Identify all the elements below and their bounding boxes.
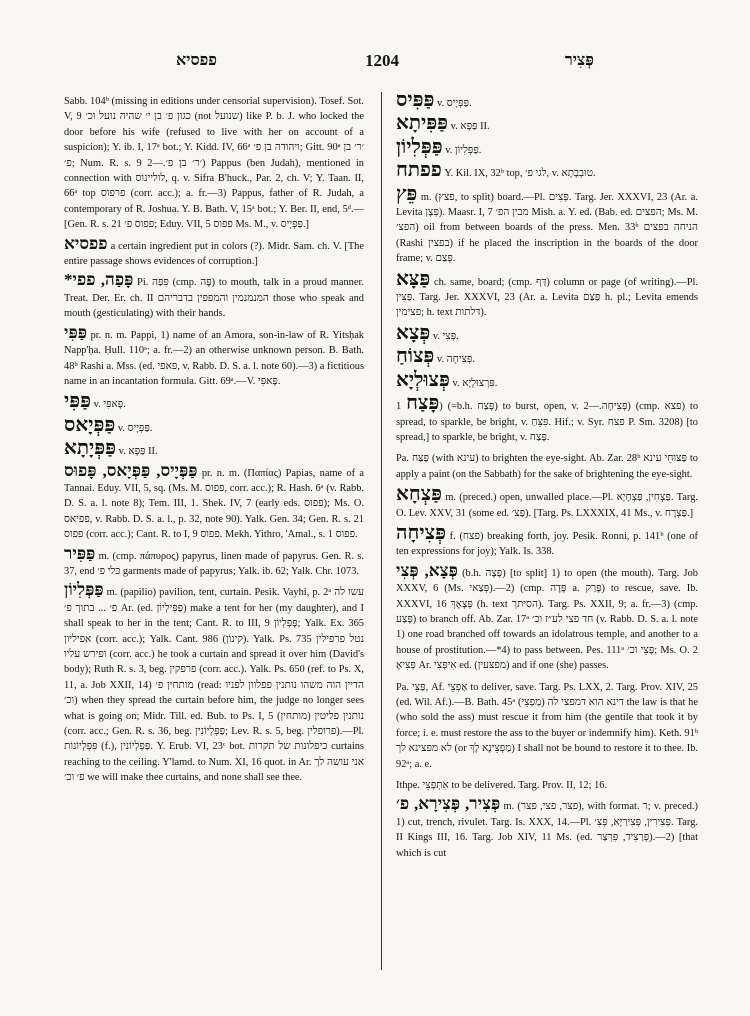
header-right-guideword: פְּצִיר	[564, 52, 594, 69]
entry-headword: פַּפִּיס	[396, 89, 435, 111]
entry-headword: פַּצָּא	[396, 267, 431, 290]
dictionary-entry	[396, 346, 698, 367]
dictionary-entry	[396, 676, 698, 772]
entry-text: a certain ingredient put in colors (?). Midr. Sam. ch. V. [The entire passage shows evidences of corruption.]	[64, 240, 364, 268]
entry-text: Y. Kil. IX, 32ᵇ top, לגי פ׳, v. טוּבְבָתָא.	[444, 168, 596, 180]
dictionary-entry	[396, 323, 698, 344]
entry-headword: פְּצוֹחַ	[396, 345, 435, 368]
dictionary-entry	[64, 462, 364, 543]
entry-text: v. פְּצִי.	[432, 330, 459, 342]
entry-text: v. פָּאפִּי.	[93, 399, 126, 411]
entry-headword: פַּפְּיָיס, פַּפְּיָאס, פָּפוּס	[64, 460, 198, 480]
entry-text: Sabb. 104ᵇ (missing in editions under censorial supervision). Tosef. Sot. V, 9 כגון פ׳ בן י׳ שהיה נועל וכ׳ (not שנועל) like P. b. J. who locked the door before his wife (refused to live with her on account of a suspicion); Y. ib. I, 17ᵃ bot.; Y. Kidd. IV, 66ᵃ ויהודה בן פ׳; Gitt. 90ᵃ ׳ר׳ בן פ׳; Num. R. s. 9 ׳ר׳ בן פ׳.—2) Pappus (ben Judah), mentioned in connection with לוליינוס, q. v. Sifra B'huck., Par. 2, ch. V; Y. Taan. II, 66ᵃ top פרפוס (corr. acc.); a. fr.—3) Pappus, father of R. Judah, a contemporary of R. Joshua. Y. B. Bath. V, 15ᵃ bot.; Y. Ber. II, end, 5ᵈ.—[Gen. R. s. 21 פפוס פ׳; Eduy. VII, 5 פפוס Ms. M., v. פַּפְּיָיס.]	[64, 96, 364, 231]
entry-text: ch. same, board; (cmp. דַּף) column or page (of writing).—Pl. פַּצִּין. Targ. Jer. XXXVI, 23 (Ar. a. Levita פַּצַּם h. pl.; Levita emends פצימין; h. text דלתות).	[396, 276, 699, 319]
dictionary-entry	[64, 90, 364, 233]
right-column	[396, 90, 698, 863]
dictionary-entry	[396, 562, 698, 674]
entry-text: pr. n. m. (Παπίας) Papias, name of a Tannai. Eduy. VII, 5, sq. (Ms. M. פפוס, corr. acc.); R. Hash. 6ᵃ (v. Rabb. D. S. a. l. note 8); Tem. III, 1. Shek. IV, 7 (early eds. פפוס); Ms. O. פפיאס, v. Rabb. D. S. a. l., p. 32, note 90). Yalk. Gen. 34; Gen. R. s. 21 פפוס (corr. acc.); Cant. R. to I, 9 פפוס. Mekh. Yithro, 'Amal., s. 1 פפוס.	[64, 467, 365, 541]
entry-text: v. פַּפְּיָיס.	[117, 422, 153, 434]
dictionary-entry	[396, 523, 698, 560]
entry-text: m. (פצר, פצי, פצר), with format. ר; v. preced.) 1) cut, trench, rivulet. Targ. Is. XXX, 14.—Pl. פְּצִירִין, פְּצִירַיָּא, פְּצִ׳. Targ. II Kings III, 16. Targ. Job XIV, 11 Ms. (ed. פְּרַצִיד, פִּרְצַר).—2) [that which is cut	[396, 801, 698, 859]
entry-text: 1) (=b.h. פָּצַח) to burst, open, v. פְּצִיחָה.—2) (cmp. פצא) to spread, to sparkle, be bright, v. פִּצֵּחַ. Hif.; v. Syr. פצח P. Sm. 3208) [to spread,] to sparkle, be bright, v. פָּצַח.	[396, 401, 699, 443]
dictionary-entry	[396, 447, 698, 482]
dictionary-entry	[64, 581, 364, 785]
dictionary-entry	[396, 269, 698, 321]
entry-text: Pa. פַּצַּח (with עינא) to brighten the eye-sight. Ab. Zar. 28ᵇ פַּצּוּחֵי עינא to apply a paint (on the Sabbath) for the sake of brightening the eye-sight.	[396, 453, 698, 480]
dictionary-entry	[396, 113, 698, 134]
dictionary-entry	[396, 90, 698, 111]
entry-headword: פַּפְּלִיוֹן	[64, 580, 104, 600]
entry-headword: פְּצִיחָה	[396, 521, 446, 544]
entry-headword: פַּפִּיר	[64, 543, 96, 563]
dictionary-entry	[64, 271, 364, 321]
entry-headword: פפתח	[396, 159, 442, 182]
dictionary-entry	[64, 391, 364, 412]
dictionary-entry	[64, 324, 364, 390]
dictionary-entry	[396, 160, 698, 181]
entry-text: m. (papilio) pavilion, tent, curtain. Pesik. Vayhi, p. 2ᵃ עשו לה פ׳ ... בתוך פ׳ Ar. (ed. פַּפִּילְיוֹן) make a tent for her (my daughter), and I shall speak to her in the tent; Cant. R. to III, 9 פָּפְּלְיוֹן; Yalk. Ex. 365 אפיליון (corr. acc.); Yalk. Cant. 986 (קינוֹן). Yalk. Ps. 735 נטל פרפילין ופירש עליו (corr. acc.) he took a curtain and spread it over him (David's body); Ruth R. s. 3, beg. פרפקין (corr. acc.). Yalk. Ps. 650 (ref. to Ps. X, 11, a. Job XXII, 14) מותחין פ׳ (read: הדיין הוה משהו נותנין פפלוון לפניו וכ׳) when they spread the curtain before him, the judge no longer sees what is going on; Midr. Till. ed. Bub. to Ps. I, 5 (מותחין) נותנין פליטין (corr. acc.; Gen. R. s. 36, beg. פַּפְּלְיוֹנִין; Lev. R. s. 5, beg. פרופלין).—Pl. פִּפְּלְיוֹנוֹת (f.), פַּפְּלְיוֹנִין. Y. Erub. VI, 23ᶜ bot. כיפלונות של תקרות curtains reaching to the ceiling. Y'lamd. to Num. XI, 16 quot. in Ar. אני עושה לך פ׳ וכ׳ we will make thee curtains, and none shall see thee.	[64, 587, 365, 784]
dictionary-entry	[64, 415, 364, 436]
entry-headword: פְּצוּלְיָא	[396, 368, 450, 391]
entry-headword: פֵּץ	[396, 182, 418, 205]
page-number: 1204	[365, 51, 399, 70]
dictionary-entry	[396, 184, 698, 267]
entry-text: v. פִּרְצוּלְיָא.	[452, 377, 498, 389]
entry-text: Pa. פַּצֵּי, Af. אַפְצֵי to deliver, save. Targ. Ps. LXX, 2. Targ. Prov. XIV, 25 (ed. Wil. Af.).—B. Bath. 45ᵃ דינא הוא דמפצי לה (מַפְצֵי) the law is that he (who sold the ass) must rescue it from him (the gentile that took it by force; i. e. must restore the ass to the buyer or indemnify him). Keth. 91ᵇ לא מפצינא לך (or מַפְצֵינָא לָךְ) I shall not be bound to restore it to thee. Ib. 92ᵃ; a. e.	[396, 681, 699, 770]
header-left-guideword: פפסיא	[176, 52, 217, 69]
entry-text: m. (preced.) open, unwalled place.—Pl. פַּצְחִין, פַּצְחָיָא. Targ. O. Lev. XXV, 31 (some ed. פַּצ׳). [Targ. Ps. LXXXIX, 41 Ms., v. פַּצְרָח.]	[396, 492, 698, 519]
entry-headword: פָּצַח	[406, 392, 440, 415]
dictionary-entry	[396, 393, 698, 445]
entry-text: v. פַּפְּיָיס.	[437, 98, 472, 109]
entry-headword: פַּפִּיתָא	[396, 112, 449, 135]
dictionary-entry	[396, 795, 698, 861]
entry-headword: פַּצְחָא	[396, 483, 443, 506]
dictionary-entry	[64, 235, 364, 270]
entry-text: v. פְּצִיחָה.	[436, 354, 475, 366]
entry-text: v. פַּפְּלִיוֹן.	[445, 144, 482, 156]
entry-headword: פְּצִיר, פְּצִירָא, פ׳	[396, 794, 501, 814]
entry-headword: *פָּפַה, פפי	[64, 270, 134, 290]
entry-text: f. (פצח) breaking forth, joy. Pesik. Ronni, p. 141ᵇ (one of ten expressions for joy); Yalk. Is. 338.	[396, 530, 698, 558]
dictionary-entry	[396, 370, 698, 391]
entry-headword: פַּפְּיָאס	[64, 413, 116, 436]
entry-headword: פַּפְּיָתָא	[64, 437, 117, 460]
entry-text: m. (פצץ, to split) board.—Pl. פְּצִים. Targ. Jer. XXXVI, 23 (Ar. a. Levita פְּצָן). Maasr. I, 7 מבין הפ׳ Mish. a. Y. ed. (Bab. ed. הפצים; Ms. M. הפצ׳) oil from between boards of the press. Men. 33ᵇ הניחה בפצים (Rashi בפצין) if he placed the inscription in the boards of the door frame; v. פְּצַם.	[396, 191, 698, 265]
entry-text: Pi. פִּפַּה (cmp. פֶּה) to mouth, talk in a proud manner. Treat. Der. Er. ch. II המנמנמין והמפפין בדבריהם those who speak and mouth (gesticulating) with their hands.	[64, 277, 364, 320]
dictionary-entry	[64, 438, 364, 459]
entry-headword: פַּפִּי	[64, 322, 87, 342]
entry-text: v. פַּפָּא II.	[118, 446, 158, 458]
dictionary-entry	[64, 545, 364, 580]
entry-text: (b.h. פָּצָה) [to split] 1) to open (the mouth). Targ. Job XXXV, 6 (Ms. פְּצַאי).—2) (cmp. פָּדָה a. פָּרַק) to rescue, save. Ib. XXXVI, 16 פְּצָאָךְ (h. text הסיתך). Targ. Ps. XXII, 9; a. fr.—3) (cmp. פָּצַע) to branch off. Ab. Zar. 17ᵃ חד פצי לע״ז וכ׳ (v. Rabb. D. S. a. l. note 1) one road branched off towards an idolatrous temple, and another to a house of prostitution.—*4) to pass between. Pes. 111ᵃ פָּצֵי וכ׳; Ms. O. 2 פְּצִיאָ Ar. אִיפְּצִי ed. (מפצעין) and if one (she) passes.	[396, 567, 699, 672]
entry-headword: פְּצָא, פְּצִי	[396, 560, 458, 580]
entry-text: v. פַּפָּא II.	[450, 121, 490, 133]
dictionary-entry	[396, 774, 698, 793]
dictionary-entry	[396, 484, 698, 521]
dictionary-entry	[396, 137, 698, 158]
entry-text: pr. n. m. Pappi, 1) name of an Amora, son-in-law of R. Yitsḥak Napp'ḥa. Ḥull. 110ᵃ; a. fr.—2) an otherwise unknown person. B. Bath. 48ᵇ Rashi a. Mss. (ed. פאפי, v. Rabb. D. S. a. l. note 60).—3) a fictitious name in an incantation formula. Gitt. 69ᵃ.—V. פָּאפִּי.	[64, 329, 364, 387]
entry-text: Ithpe. אִתְפְּצֵי to be delivered. Targ. Prov. II, 12; 16.	[396, 780, 608, 792]
entry-headword: פַּפְּלִיוֹן	[396, 135, 443, 158]
entry-headword: פַּפִּי	[64, 390, 92, 413]
entry-headword: פפסיא	[64, 233, 108, 253]
left-column	[64, 90, 364, 788]
entry-headword: פְּצָא	[396, 321, 431, 344]
page-header	[64, 50, 700, 74]
entry-text: m. (cmp. πάπυρος) papyrus, linen made of papyrus. Gen. R. s. 37, end כלי פ׳ garments made of papyrus; Yalk. ib. 62; Yalk. Chr. 1073.	[64, 550, 364, 577]
column-divider	[381, 92, 382, 970]
